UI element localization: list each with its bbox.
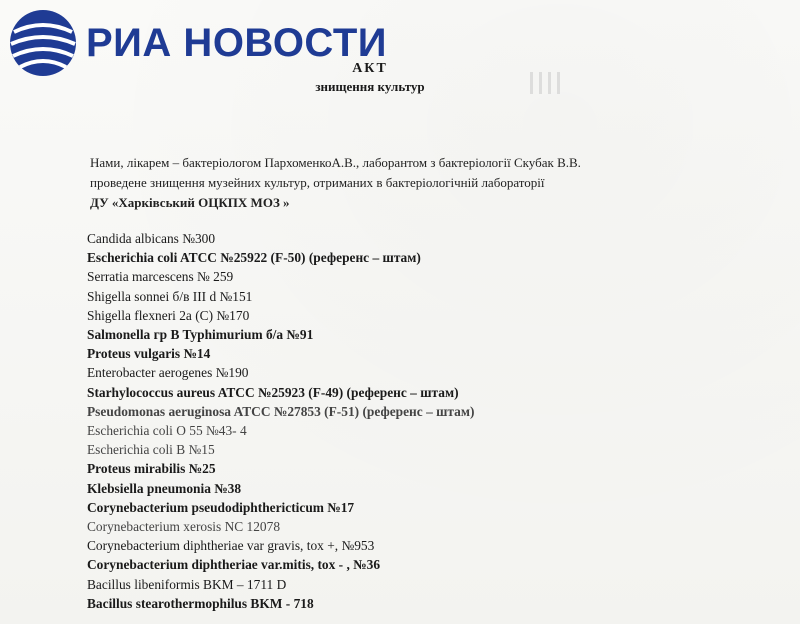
list-item: Salmonella гр B Typhimurium б/а №91: [87, 327, 314, 343]
list-item: Bacillus libeniformis BKM – 1711 D: [87, 576, 287, 592]
list-item: Proteus vulgaris №14: [87, 346, 211, 362]
list-item: Corynebacterium diphtheriae var gravis, tox +, №953: [87, 538, 375, 554]
list-item: Enterobacter aerogenes №190: [87, 365, 249, 381]
list-item: Escherichia coli ATCC №25922 (F-50) (референс – штам): [87, 250, 421, 266]
list-item: Candida albicans №300: [87, 231, 216, 246]
list-item: Corynebacterium diphtheriae var.mitis, tox - , №36: [87, 557, 381, 573]
list-item: Corynebacterium xerosis NC 12078: [87, 519, 281, 535]
intro-line: проведене знищення музейних культур, отриманих в бактеріологічній лабораторії: [90, 175, 545, 190]
cultures-list: [87, 229, 647, 613]
list-item: Escherichia coli B №15: [87, 442, 215, 458]
list-item: Proteus mirabilis №25: [87, 461, 216, 477]
list-item: Shigella sonnei б/в III d №151: [87, 288, 253, 304]
list-item: Klebsiella pneumonia №38: [87, 480, 242, 496]
list-item: Shigella flexneri 2a (C) №170: [87, 307, 250, 323]
list-item: Serratia marcescens № 259: [87, 269, 234, 285]
document-subtitle: знищення культур: [315, 79, 425, 94]
document-title: АКТ: [352, 61, 388, 76]
list-item: Starhylococcus aureus ATCC №25923 (F-49) (референс – штам): [87, 384, 459, 400]
brand-name: РИА НОВОСТИ: [86, 21, 388, 65]
intro-line: Нами, лікарем – бактеріологом ПархоменкоА.В., лаборантом з бактеріології Скубак В.В.: [90, 155, 581, 170]
intro-line-organization: ДУ «Харківський ОЦКПХ МОЗ »: [90, 195, 290, 210]
list-item: Pseudomonas aeruginosa ATCC №27853 (F-51) (референс – штам): [87, 403, 475, 419]
list-item: Bacillus stearothermophilus BKM - 718: [87, 595, 314, 611]
list-item: Corynebacterium pseudodiphthericticum №17: [87, 499, 355, 515]
list-item: Escherichia coli O 55 №43- 4: [87, 423, 247, 439]
intro-paragraph: [90, 153, 750, 213]
